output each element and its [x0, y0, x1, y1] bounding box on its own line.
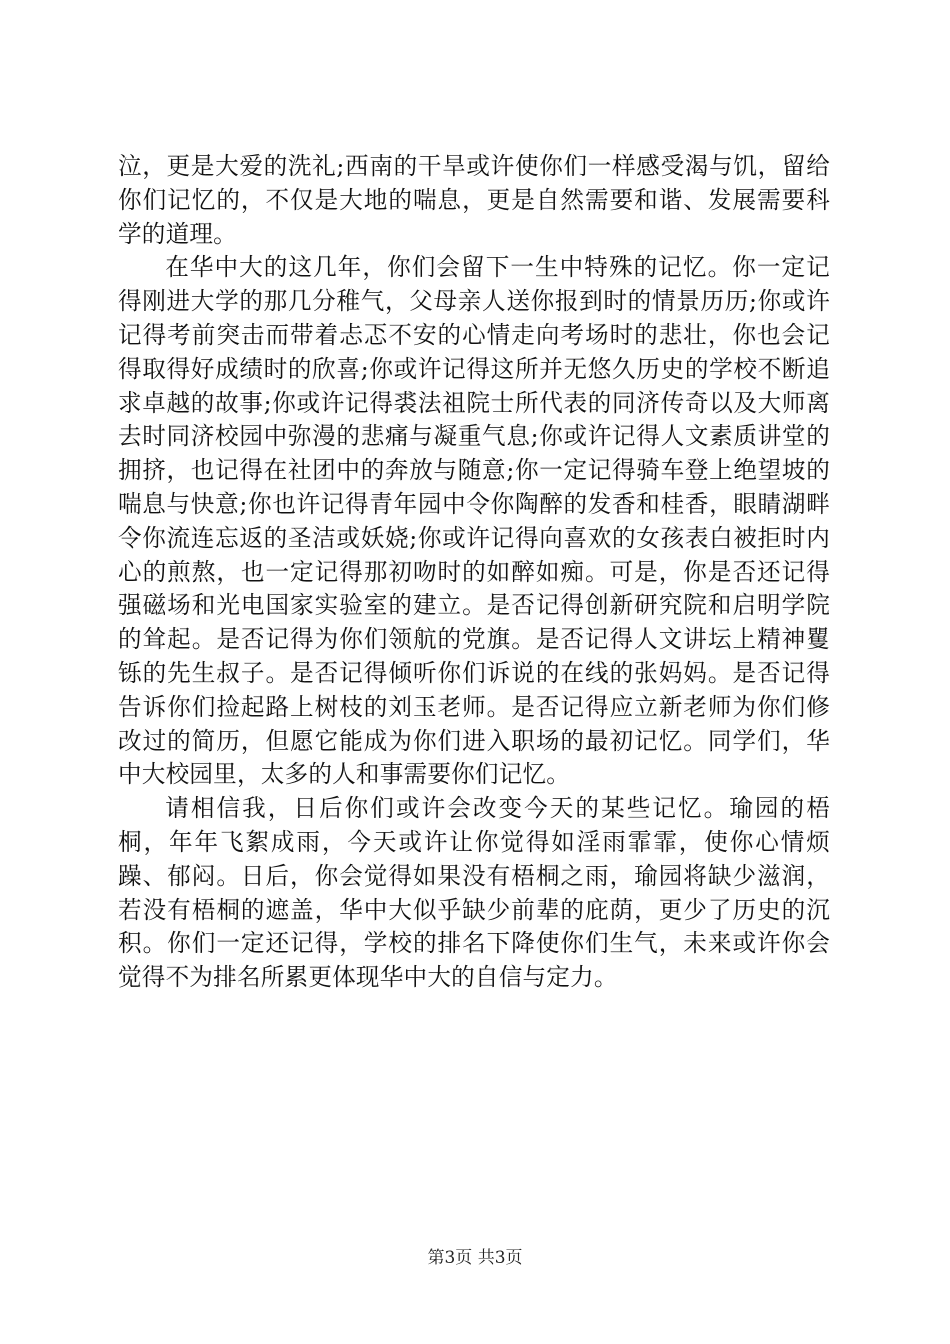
- paragraph-continued: 泣，更是大爱的洗礼;西南的干旱或许使你们一样感受渴与饥，留给你们记忆的，不仅是大地的喘息，更是自然需要和谐、发展需要科学的道理。: [118, 152, 830, 248]
- document-body: [118, 150, 830, 995]
- page-number-footer: 第3页 共3页: [427, 1248, 523, 1268]
- paragraph-believe-me: 请相信我，日后你们或许会改变今天的某些记忆。瑜园的梧桐，年年飞絮成雨，今天或许让你觉得如淫雨霏霏，使你心情烦躁、郁闷。日后，你会觉得如果没有梧桐之雨，瑜园将缺少滋润，若没有梧桐的遮盖，华中大似乎缺少前辈的庇荫，更少了历史的沉积。你们一定还记得，学校的排名下降使你们生气，未来或许你会觉得不为排名所累更体现华中大的自信与定力。: [118, 794, 830, 992]
- paragraph-memories: 在华中大的这几年，你们会留下一生中特殊的记忆。你一定记得刚进大学的那几分稚气，父母亲人送你报到时的情景历历;你或许记得考前突击而带着忐忑不安的心情走向考场时的悲壮，你也会记得取得好成绩时的欣喜;你或许记得这所并无悠久历史的学校不断追求卓越的故事;你或许记得裘法祖院士所代表的同济传奇以及大师离去时同济校园中弥漫的悲痛与凝重气息;你或许记得人文素质讲堂的拥挤，也记得在社团中的奔放与随意;你一定记得骑车登上绝望坡的喘息与快意;你也许记得青年园中令你陶醉的发香和桂香，眼睛湖畔令你流连忘返的圣洁或妖娆;你或许记得向喜欢的女孩表白被拒时内心的煎熬，也一定记得那初吻时的如醉如痴。可是，你是否还记得强磁场和光电国家实验室的建立。是否记得创新研究院和启明学院的耸起。是否记得为你们领航的党旗。是否记得人文讲坛上精神矍铄的先生叔子。是否记得倾听你们诉说的在线的张妈妈。是否记得告诉你们捡起路上树枝的刘玉老师。是否记得应立新老师为你们修改过的简历，但愿它能成为你们进入职场的最初记忆。同学们，华中大校园里，太多的人和事需要你们记忆。: [118, 253, 830, 789]
